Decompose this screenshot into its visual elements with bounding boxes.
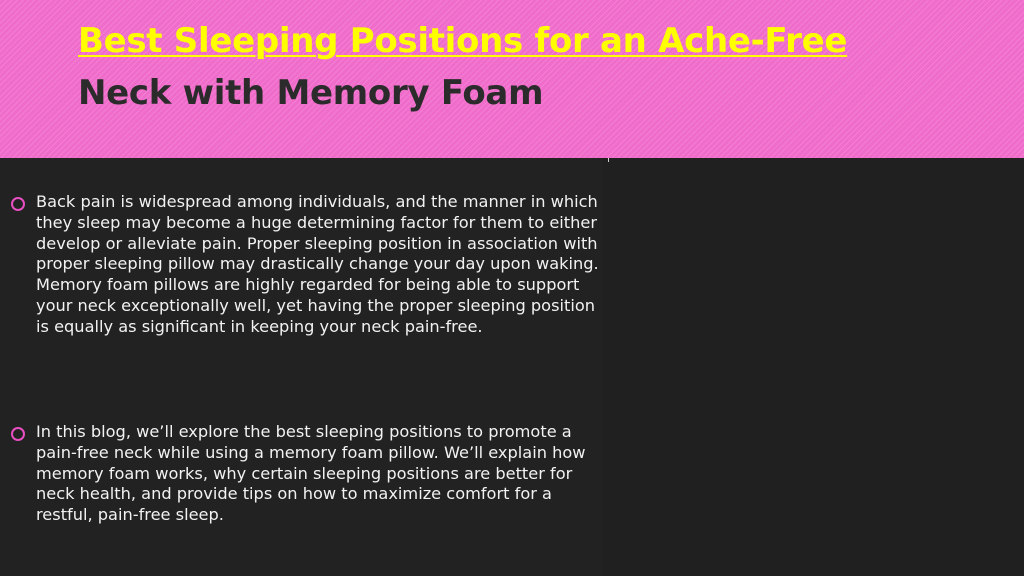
hollow-circle-icon <box>11 427 25 441</box>
bullet-text: In this blog, we’ll explore the best sleeping positions to promote a pain-free neck while using a memory foam pillow. We’ll explain how memory foam works, why certain sleeping positions are better for neck health, and provide tips on how to maximize comfort for a restful, pain-free sleep. <box>36 422 586 525</box>
title-banner <box>0 0 1024 158</box>
slide-title-line2: Neck with Memory Foam <box>78 73 544 113</box>
bullet-text: Back pain is widespread among individuals, and the manner in which they sleep may become a huge determining factor for them to either develop or alleviate pain. Proper sleeping position in association with proper sleeping pillow may drastically change your day upon waking. Memory foam pillows are highly regarded for being able to support your neck exceptionally well, yet having the proper sleeping position is equally as significant in keeping your neck pain-free. <box>36 192 599 336</box>
hollow-circle-icon <box>11 197 25 211</box>
divider-tick <box>608 158 609 162</box>
slide-title-line1: Best Sleeping Positions for an Ache-Free <box>78 21 848 61</box>
